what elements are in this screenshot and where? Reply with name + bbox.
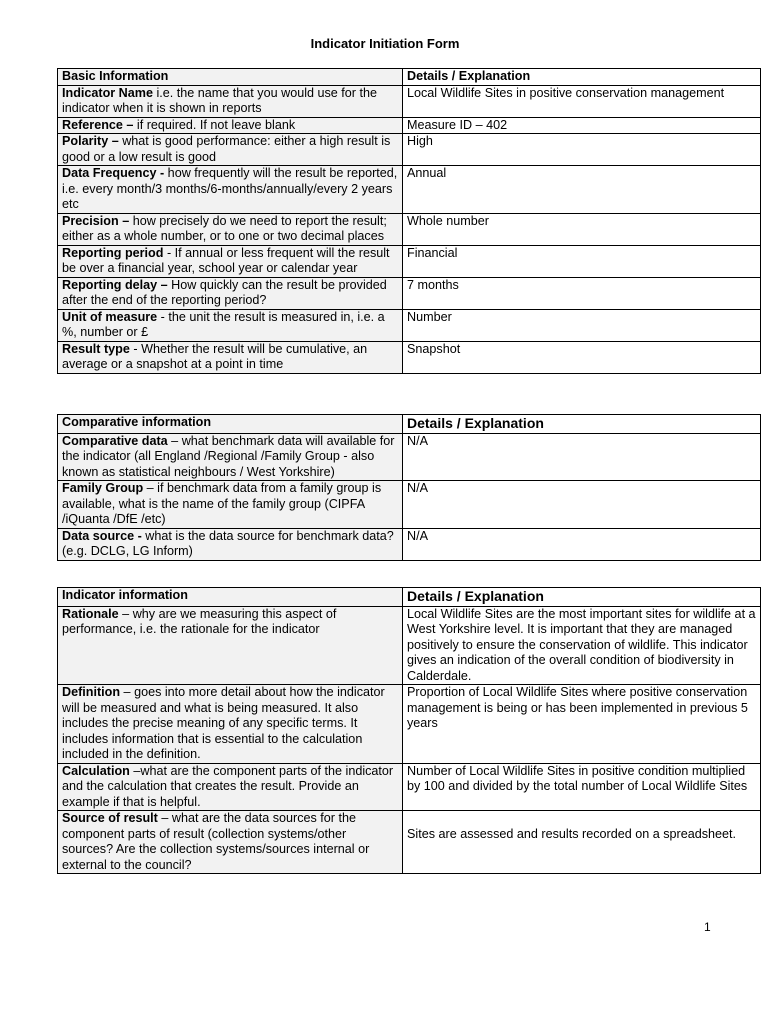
- table-row: [58, 606, 761, 685]
- table-row: [58, 166, 761, 214]
- table-row: [58, 811, 761, 874]
- table-row: [58, 685, 761, 764]
- row-label: Polarity – what is good performance: either a high result is good or a low result is good: [58, 134, 403, 166]
- row-label: Rationale – why are we measuring this aspect of performance, i.e. the rationale for the indicator: [58, 606, 403, 685]
- table-header-row: [58, 69, 761, 86]
- row-label: Source of result – what are the data sources for the component parts of result (collection systems/other sources? Are the collection systems/sources internal or external to the council?: [58, 811, 403, 874]
- row-label: Family Group – if benchmark data from a family group is available, what is the name of the family group (CIPFA /iQuanta /DfE /etc): [58, 481, 403, 529]
- table-row: [58, 117, 761, 134]
- row-label: Data source - what is the data source for benchmark data? (e.g. DCLG, LG Inform): [58, 528, 403, 560]
- table-row: [58, 134, 761, 166]
- row-value: Proportion of Local Wildlife Sites where positive conservation management is being or has been implemented in previous 5 years: [403, 685, 761, 764]
- header-right: Details / Explanation: [403, 69, 761, 86]
- row-value: N/A: [403, 528, 761, 560]
- row-value: High: [403, 134, 761, 166]
- header-left: Basic Information: [58, 69, 403, 86]
- table-row: [58, 85, 761, 117]
- row-value: Local Wildlife Sites are the most important sites for wildlife at a West Yorkshire level. It is important that they are managed positively to ensure the conservation of wildlife. This indicator gives an indication of the overall condition of biodiversity in Calderdale.: [403, 606, 761, 685]
- table-header-row: [58, 588, 761, 607]
- table-row: [58, 245, 761, 277]
- basic-information-table: [57, 68, 761, 374]
- row-label: Precision – how precisely do we need to report the result; either as a whole number, or to one or two decimal places: [58, 213, 403, 245]
- comparative-information-table: [57, 414, 761, 561]
- header-left: Comparative information: [58, 415, 403, 434]
- row-value: Measure ID – 402: [403, 117, 761, 134]
- header-right: Details / Explanation: [403, 588, 761, 607]
- table-row: [58, 213, 761, 245]
- row-value: Sites are assessed and results recorded on a spreadsheet.: [403, 811, 761, 874]
- row-label: Reference – if required. If not leave blank: [58, 117, 403, 134]
- row-value: Whole number: [403, 213, 761, 245]
- row-label: Unit of measure - the unit the result is measured in, i.e. a %, number or £: [58, 309, 403, 341]
- row-value: Financial: [403, 245, 761, 277]
- header-right: Details / Explanation: [403, 415, 761, 434]
- row-value: Local Wildlife Sites in positive conservation management: [403, 85, 761, 117]
- row-label: Reporting delay – How quickly can the result be provided after the end of the reporting period?: [58, 277, 403, 309]
- table-row: [58, 763, 761, 811]
- row-label: Data Frequency - how frequently will the result be reported, i.e. every month/3 months/6-months/annually/every 2 years etc: [58, 166, 403, 214]
- page-title: Indicator Initiation Form: [310, 36, 460, 51]
- page-number: 1: [704, 920, 711, 934]
- row-value: N/A: [403, 481, 761, 529]
- row-label: Reporting period - If annual or less frequent will the result be over a financial year, school year or calendar year: [58, 245, 403, 277]
- row-label: Calculation –what are the component parts of the indicator and the calculation that creates the result. Provide an example if that is helpful.: [58, 763, 403, 811]
- row-value: Number of Local Wildlife Sites in positive condition multiplied by 100 and divided by the total number of Local Wildlife Sites: [403, 763, 761, 811]
- row-label: Indicator Name i.e. the name that you would use for the indicator when it is shown in reports: [58, 85, 403, 117]
- row-value: 7 months: [403, 277, 761, 309]
- header-left: Indicator information: [58, 588, 403, 607]
- table-row: [58, 309, 761, 341]
- row-value: N/A: [403, 433, 761, 481]
- table-row: [58, 277, 761, 309]
- table-row: [58, 433, 761, 481]
- row-label: Definition – goes into more detail about how the indicator will be measured and what is being measured. It also includes the precise meaning of any specific terms. It includes information that is essential to the calculation included in the definition.: [58, 685, 403, 764]
- table-row: [58, 481, 761, 529]
- row-value: Number: [403, 309, 761, 341]
- table-row: [58, 528, 761, 560]
- row-value: Annual: [403, 166, 761, 214]
- table-header-row: [58, 415, 761, 434]
- indicator-information-table: [57, 587, 761, 874]
- table-row: [58, 341, 761, 373]
- row-label: Result type - Whether the result will be cumulative, an average or a snapshot at a point in time: [58, 341, 403, 373]
- row-label: Comparative data – what benchmark data will available for the indicator (all England /Regional /Family Group - also known as statistical neighbours / West Yorkshire): [58, 433, 403, 481]
- row-value: Snapshot: [403, 341, 761, 373]
